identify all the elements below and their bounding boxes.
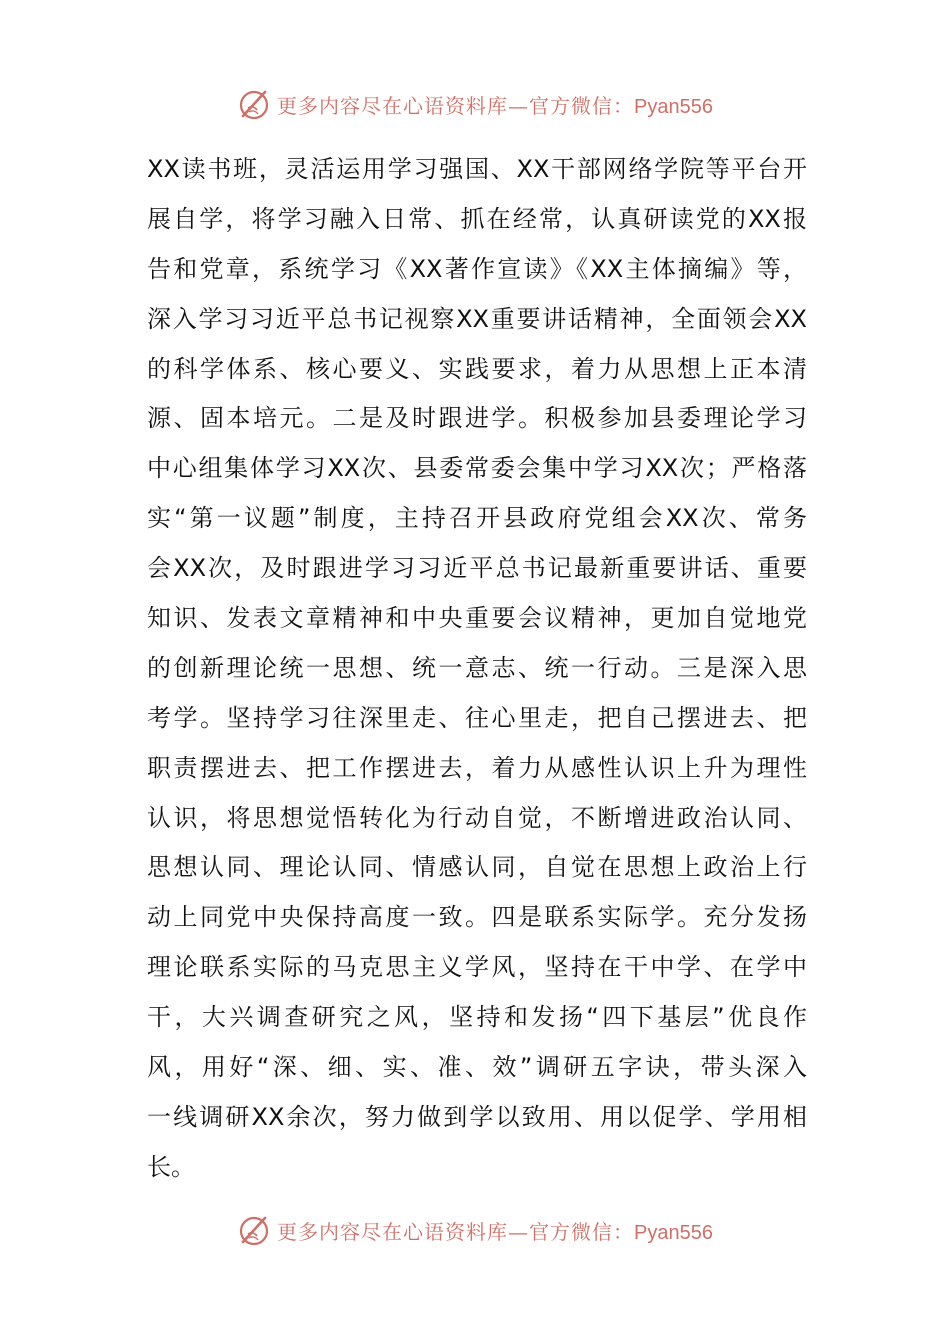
body-text-line: 源、固本培元。二是及时跟进学。积极参加县委理论学习 [147,404,807,433]
body-text-line: 风，用好“深、细、实、准、效”调研五字诀，带头深入 [147,1053,807,1082]
watermark-slogan: 更多内容尽在心语资料库—官方微信： [277,1219,635,1244]
body-text-line: 告和党章，系统学习《XX著作宣读》《XX主体摘编》等， [147,254,807,283]
document-body [147,145,807,1193]
header-watermark [0,84,950,124]
body-text-line: 长。 [147,1152,195,1181]
watermark-slogan: 更多内容尽在心语资料库—官方微信： [277,93,635,118]
watermark-text [277,90,713,119]
quill-logo-icon [237,86,273,122]
body-text-line: 思想认同、理论认同、情感认同，自觉在思想上政治上行 [147,853,807,882]
body-text-line: 一线调研XX余次，努力做到学以致用、用以促学、学用相 [147,1102,807,1131]
body-text-line: 实“第一议题”制度，主持召开县政府党组会XX次、常务 [147,504,807,533]
body-text-line: XX读书班，灵活运用学习强国、XX干部网络学院等平台开 [147,155,807,183]
body-text-line: 会XX次，及时跟进学习习近平总书记最新重要讲话、重要 [147,554,807,583]
body-text-line: 深入学习习近平总书记视察XX重要讲话精神，全面领会XX [147,304,807,333]
body-text-line: 干，大兴调查研究之风，坚持和发扬“四下基层”优良作 [147,1003,807,1032]
footer-watermark [0,1210,950,1250]
body-text-line: 展自学，将学习融入日常、抓在经常，认真研读党的XX报 [147,204,807,233]
body-text-line: 中心组集体学习XX次、县委常委会集中学习XX次；严格落 [147,454,807,483]
body-text-line: 知识、发表文章精神和中央重要会议精神，更加自觉地党 [147,604,807,633]
body-text-line: 认识，将思想觉悟转化为行动自觉，不断增进政治认同、 [147,803,807,832]
watermark-wechat-id: Pyan556 [634,95,713,118]
watermark-wechat-id: Pyan556 [634,1221,713,1244]
body-text-line: 的创新理论统一思想、统一意志、统一行动。三是深入思 [147,653,807,682]
body-text-line: 考学。坚持学习往深里走、往心里走，把自己摆进去、把 [147,703,807,732]
quill-logo-icon [237,1212,273,1248]
body-text-line: 职责摆进去、把工作摆进去，着力从感性认识上升为理性 [147,753,807,782]
body-text-line: 的科学体系、核心要义、实践要求，着力从思想上正本清 [147,354,807,383]
watermark-text [277,1216,713,1245]
body-text-line: 理论联系实际的马克思主义学风，坚持在干中学、在学中 [147,953,807,982]
body-text-line: 动上同党中央保持高度一致。四是联系实际学。充分发扬 [147,903,807,932]
